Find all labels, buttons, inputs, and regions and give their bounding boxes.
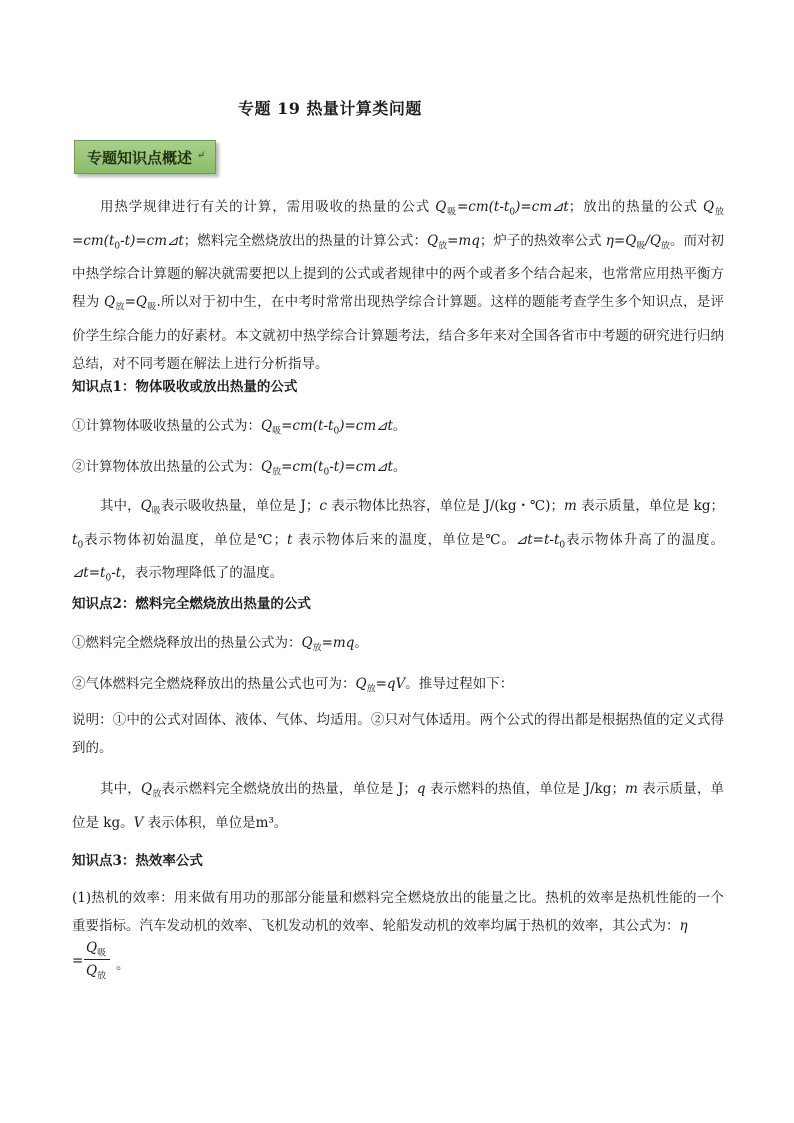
- k1-formula-absorb: ①计算物体吸收热量的公式为：$Q_吸=cm(t-t_0)=cm⊿t$。: [72, 418, 407, 437]
- section-badge-label: 专题知识点概述: [87, 149, 193, 167]
- intro-paragraph: 用热学规律进行有关的计算，需用吸收的热量的公式 $Q_吸=cm(t-t_0)=cm⊿t$；放出的热量的公式 $Q_放=cm(t_0-t)=cm⊿t$；燃料完全燃烧放出的热量的计算公式：$Q_放=mq$；炉子的热效率公式 $\eta=Q_吸/Q_放$。而对初中热学综合计算题的解决就需要把以上提到的公式或者规律中的两个或者多个结合起来，也常常应用热平衡方程为 $Q_放=Q_吸$.所以对于初中生，在中考时常常出现热学综合计算题。这样的题能考查学生多个知识点，是评价学生综合能力的好素材。本文就初中热学综合计算题考法，结合多年来对全国各省市中考题的研究进行归纳总结，对不同考题在解法上进行分析指导。: [72, 199, 724, 373]
- fraction-denominator: $Q_放$: [86, 963, 107, 982]
- k1-explanation: 其中，$Q_吸$表示吸收热量，单位是 J；c 表示物体比热容，单位是 J/(kg・℃)；m 表示质量，单位是 kg；$t_0$表示物体初始温度，单位是℃；t 表示物体后来的温度，单位是℃。$⊿t=t-t_0$表示物体升高了的温度。$⊿t=t_0-t$，表示物理降低了的温度。: [72, 498, 725, 585]
- k2-formula-solid: ①燃料完全燃烧释放出的热量公式为：$Q_放=mq$。: [72, 635, 368, 654]
- efficiency-formula: [72, 938, 212, 988]
- k1-formula-release: ②计算物体放出热量的公式为：$Q_放=cm(t_0-t)=cm⊿t$。: [72, 459, 407, 478]
- fraction-bar: [84, 959, 110, 960]
- knowledge-point-3-heading: 知识点3：热效率公式: [72, 853, 203, 869]
- page-title: 专题 19 热量计算类问题: [238, 99, 422, 118]
- knowledge-point-2-heading: 知识点2：燃料完全燃烧放出热量的公式: [72, 596, 311, 612]
- fraction-numerator: $Q_吸$: [86, 940, 107, 959]
- k2-note: 说明：①中的公式对固体、液体、气体、均适用。②只对气体适用。两个公式的得出都是根据热值的定义式得到的。: [72, 712, 724, 756]
- k2-explanation: 其中，$Q_放$表示燃料完全燃烧放出的热量，单位是 J；q 表示燃料的热值，单位是 J/kg；m 表示质量，单位是 kg。V 表示体积，单位是m³。: [72, 781, 724, 831]
- knowledge-point-1-heading: 知识点1：物体吸收或放出热量的公式: [72, 379, 298, 395]
- k3-paragraph: (1)热机的效率：用来做有用功的那部分能量和燃料完全燃烧放出的能量之比。热机的效率是热机性能的一个重要指标。汽车发动机的效率、飞机发动机的效率、轮船发动机的效率均属于热机的效率，其公式为：η: [72, 890, 724, 934]
- equals-sign: =: [72, 953, 84, 969]
- k2-formula-gas: ②气体燃料完全燃烧释放出的热量公式也可为：$Q_放=qV$。推导过程如下：: [72, 676, 514, 695]
- sentence-end: 。: [116, 957, 130, 973]
- section-badge: [74, 140, 216, 174]
- return-mark-icon: ↵: [197, 150, 206, 161]
